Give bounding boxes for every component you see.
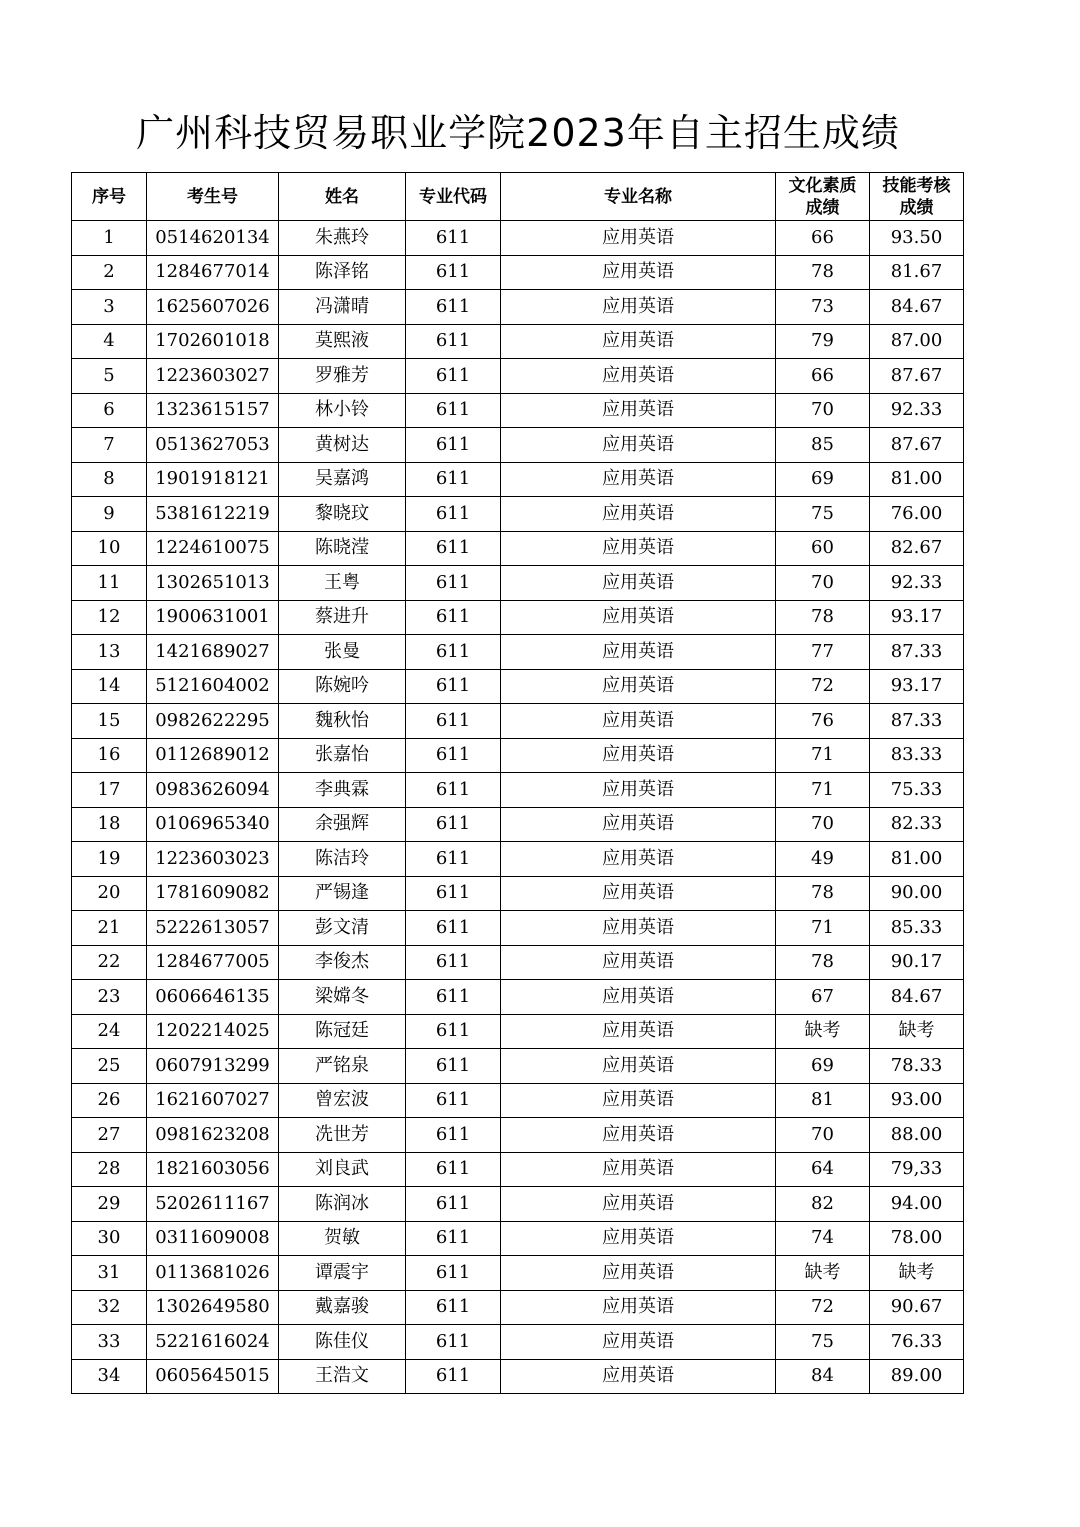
cell-skill-score: 82.67 <box>870 531 964 566</box>
cell-name: 莫熙液 <box>279 324 406 359</box>
cell-skill-score: 87.33 <box>870 704 964 739</box>
cell-exam-id: 0112689012 <box>147 738 279 773</box>
cell-skill-score: 90.00 <box>870 876 964 911</box>
cell-major-name: 应用英语 <box>501 876 776 911</box>
cell-name: 贺敏 <box>279 1221 406 1256</box>
cell-skill-score: 93.50 <box>870 221 964 256</box>
cell-name: 王粤 <box>279 566 406 601</box>
cell-skill-score: 94.00 <box>870 1187 964 1222</box>
cell-name: 罗雅芳 <box>279 359 406 394</box>
cell-name: 陈冠廷 <box>279 1014 406 1049</box>
cell-seq: 31 <box>72 1256 147 1291</box>
cell-name: 冯潇晴 <box>279 290 406 325</box>
cell-major-code: 611 <box>406 773 501 808</box>
cell-culture-score: 70 <box>776 1118 870 1153</box>
cell-exam-id: 5381612219 <box>147 497 279 532</box>
cell-name: 余强辉 <box>279 807 406 842</box>
cell-name: 曾宏波 <box>279 1083 406 1118</box>
cell-exam-id: 0311609008 <box>147 1221 279 1256</box>
cell-culture-score: 78 <box>776 876 870 911</box>
cell-name: 黄树达 <box>279 428 406 463</box>
cell-major-name: 应用英语 <box>501 980 776 1015</box>
cell-major-code: 611 <box>406 428 501 463</box>
cell-seq: 2 <box>72 255 147 290</box>
cell-major-code: 611 <box>406 1359 501 1394</box>
cell-skill-score: 79,33 <box>870 1152 964 1187</box>
table-row <box>72 1118 964 1153</box>
cell-culture-score: 缺考 <box>776 1014 870 1049</box>
cell-seq: 27 <box>72 1118 147 1153</box>
cell-skill-score: 93.00 <box>870 1083 964 1118</box>
cell-seq: 34 <box>72 1359 147 1394</box>
cell-seq: 5 <box>72 359 147 394</box>
table-row <box>72 1290 964 1325</box>
table-header-row <box>72 173 964 221</box>
cell-seq: 25 <box>72 1049 147 1084</box>
cell-name: 严铭泉 <box>279 1049 406 1084</box>
cell-skill-score: 90.17 <box>870 945 964 980</box>
cell-major-name: 应用英语 <box>501 1290 776 1325</box>
cell-culture-score: 64 <box>776 1152 870 1187</box>
table-row <box>72 945 964 980</box>
cell-major-code: 611 <box>406 1187 501 1222</box>
cell-major-name: 应用英语 <box>501 1187 776 1222</box>
cell-skill-score: 93.17 <box>870 600 964 635</box>
cell-major-code: 611 <box>406 600 501 635</box>
cell-name: 梁嫦冬 <box>279 980 406 1015</box>
cell-skill-score: 84.67 <box>870 980 964 1015</box>
cell-exam-id: 0513627053 <box>147 428 279 463</box>
cell-culture-score: 75 <box>776 1325 870 1360</box>
cell-major-code: 611 <box>406 704 501 739</box>
cell-culture-score: 78 <box>776 600 870 635</box>
cell-skill-score: 缺考 <box>870 1014 964 1049</box>
cell-name: 彭文清 <box>279 911 406 946</box>
cell-seq: 29 <box>72 1187 147 1222</box>
header-culture-score: 文化素质 成绩 <box>776 173 870 221</box>
table-row <box>72 462 964 497</box>
cell-culture-score: 77 <box>776 635 870 670</box>
table-row <box>72 807 964 842</box>
header-exam-id: 考生号 <box>147 173 279 221</box>
cell-major-name: 应用英语 <box>501 462 776 497</box>
cell-major-name: 应用英语 <box>501 807 776 842</box>
cell-major-code: 611 <box>406 980 501 1015</box>
cell-major-code: 611 <box>406 324 501 359</box>
cell-culture-score: 69 <box>776 1049 870 1084</box>
cell-exam-id: 5221616024 <box>147 1325 279 1360</box>
cell-exam-id: 1821603056 <box>147 1152 279 1187</box>
cell-seq: 23 <box>72 980 147 1015</box>
cell-major-name: 应用英语 <box>501 497 776 532</box>
cell-major-name: 应用英语 <box>501 393 776 428</box>
cell-exam-id: 1621607027 <box>147 1083 279 1118</box>
cell-skill-score: 88.00 <box>870 1118 964 1153</box>
score-table <box>71 172 964 1394</box>
cell-skill-score: 81.00 <box>870 462 964 497</box>
cell-major-name: 应用英语 <box>501 428 776 463</box>
cell-skill-score: 缺考 <box>870 1256 964 1291</box>
cell-skill-score: 87.67 <box>870 428 964 463</box>
table-row <box>72 876 964 911</box>
table-row <box>72 1325 964 1360</box>
cell-major-code: 611 <box>406 945 501 980</box>
cell-skill-score: 92.33 <box>870 566 964 601</box>
cell-name: 林小铃 <box>279 393 406 428</box>
cell-seq: 6 <box>72 393 147 428</box>
cell-exam-id: 1302651013 <box>147 566 279 601</box>
table-row <box>72 669 964 704</box>
table-row <box>72 497 964 532</box>
cell-seq: 1 <box>72 221 147 256</box>
cell-skill-score: 85.33 <box>870 911 964 946</box>
cell-seq: 15 <box>72 704 147 739</box>
cell-skill-score: 82.33 <box>870 807 964 842</box>
cell-major-name: 应用英语 <box>501 1083 776 1118</box>
cell-major-code: 611 <box>406 1049 501 1084</box>
cell-major-code: 611 <box>406 876 501 911</box>
cell-seq: 13 <box>72 635 147 670</box>
cell-major-name: 应用英语 <box>501 1325 776 1360</box>
cell-major-name: 应用英语 <box>501 1152 776 1187</box>
cell-name: 谭震宇 <box>279 1256 406 1291</box>
cell-culture-score: 60 <box>776 531 870 566</box>
cell-exam-id: 1421689027 <box>147 635 279 670</box>
cell-seq: 20 <box>72 876 147 911</box>
cell-seq: 28 <box>72 1152 147 1187</box>
cell-skill-score: 83.33 <box>870 738 964 773</box>
cell-culture-score: 67 <box>776 980 870 1015</box>
cell-seq: 16 <box>72 738 147 773</box>
cell-seq: 10 <box>72 531 147 566</box>
cell-skill-score: 89.00 <box>870 1359 964 1394</box>
cell-culture-score: 66 <box>776 359 870 394</box>
page-title: 广州科技贸易职业学院2023年自主招生成绩 <box>136 111 900 155</box>
cell-culture-score: 69 <box>776 462 870 497</box>
cell-exam-id: 1781609082 <box>147 876 279 911</box>
table-row <box>72 566 964 601</box>
cell-culture-score: 75 <box>776 497 870 532</box>
cell-major-code: 611 <box>406 669 501 704</box>
cell-major-name: 应用英语 <box>501 1118 776 1153</box>
cell-culture-score: 71 <box>776 773 870 808</box>
cell-name: 魏秋怡 <box>279 704 406 739</box>
cell-culture-score: 78 <box>776 945 870 980</box>
cell-major-name: 应用英语 <box>501 635 776 670</box>
cell-exam-id: 1284677014 <box>147 255 279 290</box>
cell-major-code: 611 <box>406 462 501 497</box>
cell-culture-score: 74 <box>776 1221 870 1256</box>
table-row <box>72 290 964 325</box>
cell-seq: 4 <box>72 324 147 359</box>
table-row <box>72 980 964 1015</box>
cell-name: 王浩文 <box>279 1359 406 1394</box>
cell-exam-id: 5222613057 <box>147 911 279 946</box>
table-row <box>72 600 964 635</box>
cell-seq: 32 <box>72 1290 147 1325</box>
table-row <box>72 1256 964 1291</box>
table-row <box>72 1359 964 1394</box>
cell-skill-score: 87.33 <box>870 635 964 670</box>
cell-seq: 8 <box>72 462 147 497</box>
cell-name: 黎晓玟 <box>279 497 406 532</box>
cell-skill-score: 78.33 <box>870 1049 964 1084</box>
cell-seq: 21 <box>72 911 147 946</box>
cell-culture-score: 71 <box>776 911 870 946</box>
cell-major-name: 应用英语 <box>501 1359 776 1394</box>
cell-seq: 11 <box>72 566 147 601</box>
cell-major-code: 611 <box>406 1290 501 1325</box>
cell-exam-id: 1323615157 <box>147 393 279 428</box>
cell-major-code: 611 <box>406 531 501 566</box>
cell-major-name: 应用英语 <box>501 255 776 290</box>
cell-culture-score: 82 <box>776 1187 870 1222</box>
cell-culture-score: 81 <box>776 1083 870 1118</box>
cell-exam-id: 0983626094 <box>147 773 279 808</box>
cell-skill-score: 76.33 <box>870 1325 964 1360</box>
cell-skill-score: 81.67 <box>870 255 964 290</box>
table-row <box>72 1187 964 1222</box>
cell-major-code: 611 <box>406 221 501 256</box>
cell-seq: 17 <box>72 773 147 808</box>
table-row <box>72 359 964 394</box>
cell-major-name: 应用英语 <box>501 911 776 946</box>
cell-exam-id: 1223603027 <box>147 359 279 394</box>
cell-major-code: 611 <box>406 635 501 670</box>
cell-culture-score: 72 <box>776 669 870 704</box>
cell-major-name: 应用英语 <box>501 773 776 808</box>
cell-exam-id: 0113681026 <box>147 1256 279 1291</box>
header-major-name: 专业名称 <box>501 173 776 221</box>
header-name: 姓名 <box>279 173 406 221</box>
table-row <box>72 635 964 670</box>
table-row <box>72 704 964 739</box>
table-row <box>72 773 964 808</box>
cell-name: 朱燕玲 <box>279 221 406 256</box>
cell-major-name: 应用英语 <box>501 290 776 325</box>
cell-seq: 9 <box>72 497 147 532</box>
cell-skill-score: 76.00 <box>870 497 964 532</box>
cell-culture-score: 78 <box>776 255 870 290</box>
table-row <box>72 531 964 566</box>
cell-major-name: 应用英语 <box>501 359 776 394</box>
cell-major-code: 611 <box>406 1325 501 1360</box>
cell-major-code: 611 <box>406 255 501 290</box>
cell-major-name: 应用英语 <box>501 704 776 739</box>
cell-culture-score: 85 <box>776 428 870 463</box>
cell-major-code: 611 <box>406 911 501 946</box>
cell-major-name: 应用英语 <box>501 945 776 980</box>
cell-major-code: 611 <box>406 807 501 842</box>
table-row <box>72 428 964 463</box>
cell-exam-id: 0606646135 <box>147 980 279 1015</box>
cell-exam-id: 1224610075 <box>147 531 279 566</box>
cell-exam-id: 0607913299 <box>147 1049 279 1084</box>
cell-skill-score: 92.33 <box>870 393 964 428</box>
cell-major-code: 611 <box>406 497 501 532</box>
table-row <box>72 221 964 256</box>
table-row <box>72 1014 964 1049</box>
cell-exam-id: 1901918121 <box>147 462 279 497</box>
cell-skill-score: 75.33 <box>870 773 964 808</box>
table-row <box>72 1152 964 1187</box>
cell-major-name: 应用英语 <box>501 1221 776 1256</box>
cell-major-name: 应用英语 <box>501 1049 776 1084</box>
cell-exam-id: 1202214025 <box>147 1014 279 1049</box>
cell-exam-id: 5121604002 <box>147 669 279 704</box>
cell-skill-score: 87.00 <box>870 324 964 359</box>
cell-major-code: 611 <box>406 1118 501 1153</box>
cell-culture-score: 70 <box>776 393 870 428</box>
cell-major-name: 应用英语 <box>501 842 776 877</box>
cell-culture-score: 79 <box>776 324 870 359</box>
header-major-code: 专业代码 <box>406 173 501 221</box>
cell-major-name: 应用英语 <box>501 324 776 359</box>
cell-exam-id: 0106965340 <box>147 807 279 842</box>
cell-major-code: 611 <box>406 566 501 601</box>
cell-exam-id: 0982622295 <box>147 704 279 739</box>
cell-culture-score: 49 <box>776 842 870 877</box>
cell-major-code: 611 <box>406 393 501 428</box>
cell-culture-score: 73 <box>776 290 870 325</box>
table-row <box>72 738 964 773</box>
cell-seq: 14 <box>72 669 147 704</box>
cell-major-code: 611 <box>406 842 501 877</box>
table-row <box>72 324 964 359</box>
cell-skill-score: 81.00 <box>870 842 964 877</box>
cell-exam-id: 1625607026 <box>147 290 279 325</box>
cell-major-code: 611 <box>406 1014 501 1049</box>
cell-skill-score: 84.67 <box>870 290 964 325</box>
cell-seq: 19 <box>72 842 147 877</box>
cell-seq: 7 <box>72 428 147 463</box>
cell-exam-id: 1702601018 <box>147 324 279 359</box>
cell-major-code: 611 <box>406 290 501 325</box>
cell-seq: 33 <box>72 1325 147 1360</box>
cell-seq: 30 <box>72 1221 147 1256</box>
cell-name: 吴嘉鸿 <box>279 462 406 497</box>
cell-culture-score: 84 <box>776 1359 870 1394</box>
cell-exam-id: 1900631001 <box>147 600 279 635</box>
table-row <box>72 911 964 946</box>
table-row <box>72 255 964 290</box>
cell-major-name: 应用英语 <box>501 600 776 635</box>
cell-name: 陈晓滢 <box>279 531 406 566</box>
cell-name: 张嘉怡 <box>279 738 406 773</box>
cell-exam-id: 1284677005 <box>147 945 279 980</box>
cell-exam-id: 1223603023 <box>147 842 279 877</box>
cell-culture-score: 66 <box>776 221 870 256</box>
cell-exam-id: 0514620134 <box>147 221 279 256</box>
cell-name: 蔡进升 <box>279 600 406 635</box>
cell-major-code: 611 <box>406 738 501 773</box>
cell-major-name: 应用英语 <box>501 738 776 773</box>
cell-skill-score: 90.67 <box>870 1290 964 1325</box>
cell-name: 陈润冰 <box>279 1187 406 1222</box>
cell-seq: 24 <box>72 1014 147 1049</box>
cell-culture-score: 76 <box>776 704 870 739</box>
cell-exam-id: 0605645015 <box>147 1359 279 1394</box>
cell-skill-score: 87.67 <box>870 359 964 394</box>
cell-name: 陈佳仪 <box>279 1325 406 1360</box>
table-row <box>72 1083 964 1118</box>
cell-name: 李典霖 <box>279 773 406 808</box>
cell-major-code: 611 <box>406 359 501 394</box>
cell-major-code: 611 <box>406 1221 501 1256</box>
cell-major-code: 611 <box>406 1083 501 1118</box>
cell-seq: 18 <box>72 807 147 842</box>
cell-name: 陈婉吟 <box>279 669 406 704</box>
cell-name: 陈泽铭 <box>279 255 406 290</box>
cell-name: 李俊杰 <box>279 945 406 980</box>
cell-culture-score: 72 <box>776 1290 870 1325</box>
cell-major-code: 611 <box>406 1152 501 1187</box>
table-row <box>72 1221 964 1256</box>
cell-major-name: 应用英语 <box>501 1014 776 1049</box>
cell-exam-id: 0981623208 <box>147 1118 279 1153</box>
cell-skill-score: 78.00 <box>870 1221 964 1256</box>
cell-culture-score: 70 <box>776 566 870 601</box>
cell-culture-score: 缺考 <box>776 1256 870 1291</box>
cell-skill-score: 93.17 <box>870 669 964 704</box>
cell-major-name: 应用英语 <box>501 669 776 704</box>
cell-seq: 26 <box>72 1083 147 1118</box>
cell-exam-id: 1302649580 <box>147 1290 279 1325</box>
cell-major-name: 应用英语 <box>501 566 776 601</box>
cell-seq: 3 <box>72 290 147 325</box>
cell-seq: 22 <box>72 945 147 980</box>
cell-major-name: 应用英语 <box>501 1256 776 1291</box>
cell-major-code: 611 <box>406 1256 501 1291</box>
cell-name: 戴嘉骏 <box>279 1290 406 1325</box>
cell-name: 陈洁玲 <box>279 842 406 877</box>
header-skill-score: 技能考核 成绩 <box>870 173 964 221</box>
cell-culture-score: 71 <box>776 738 870 773</box>
table-row <box>72 842 964 877</box>
cell-name: 张曼 <box>279 635 406 670</box>
cell-seq: 12 <box>72 600 147 635</box>
cell-name: 刘良武 <box>279 1152 406 1187</box>
table-row <box>72 1049 964 1084</box>
cell-culture-score: 70 <box>776 807 870 842</box>
cell-exam-id: 5202611167 <box>147 1187 279 1222</box>
cell-major-name: 应用英语 <box>501 531 776 566</box>
score-table-body <box>72 221 964 1394</box>
cell-name: 严锡逢 <box>279 876 406 911</box>
table-row <box>72 393 964 428</box>
cell-major-name: 应用英语 <box>501 221 776 256</box>
header-seq: 序号 <box>72 173 147 221</box>
cell-name: 冼世芳 <box>279 1118 406 1153</box>
